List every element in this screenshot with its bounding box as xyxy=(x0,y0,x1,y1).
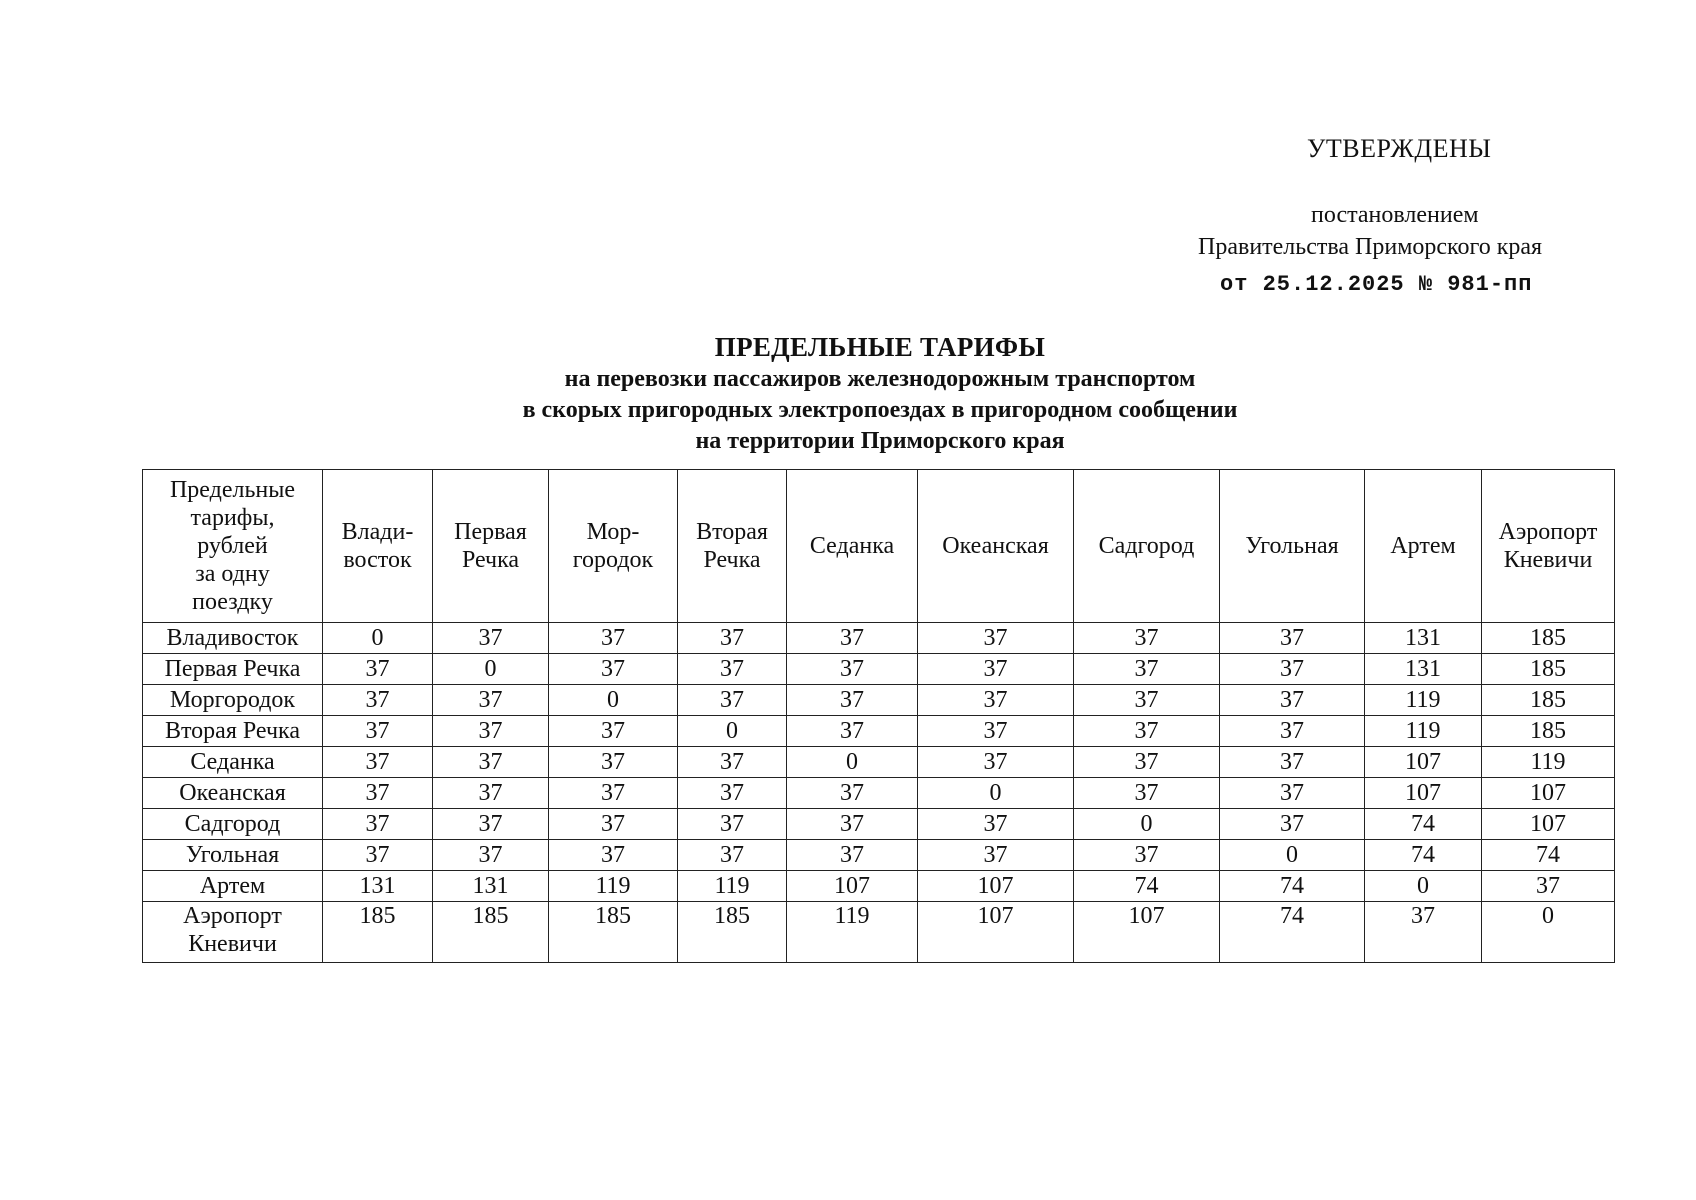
tariff-cell: 74 xyxy=(1482,840,1615,871)
tariff-cell: 0 xyxy=(678,716,787,747)
tariff-cell: 37 xyxy=(549,778,678,809)
table-row xyxy=(143,778,1615,809)
document-heading xyxy=(0,330,1696,457)
tariff-cell: 37 xyxy=(1074,778,1220,809)
tariff-cell: 107 xyxy=(918,902,1074,963)
tariff-cell: 119 xyxy=(1482,747,1615,778)
approval-government: Правительства Приморского края xyxy=(1198,234,1543,260)
tariff-cell: 37 xyxy=(323,747,433,778)
tariff-cell: 37 xyxy=(1220,778,1365,809)
tariff-cell: 37 xyxy=(678,778,787,809)
tariff-cell: 37 xyxy=(433,716,549,747)
tariff-cell: 107 xyxy=(918,871,1074,902)
row-station-label: Владивосток xyxy=(143,623,323,654)
table-row xyxy=(143,809,1615,840)
tariff-cell: 37 xyxy=(787,840,918,871)
tariff-cell: 37 xyxy=(918,685,1074,716)
tariff-cell: 37 xyxy=(1074,654,1220,685)
column-header: Мор- городок xyxy=(549,470,678,623)
tariff-cell: 185 xyxy=(433,902,549,963)
tariff-cell: 37 xyxy=(549,840,678,871)
tariff-cell: 37 xyxy=(918,654,1074,685)
tariff-cell: 37 xyxy=(1074,747,1220,778)
tariff-cell: 37 xyxy=(1220,747,1365,778)
tariff-cell: 74 xyxy=(1220,871,1365,902)
tariff-cell: 185 xyxy=(323,902,433,963)
tariff-cell: 37 xyxy=(918,809,1074,840)
tariff-cell: 119 xyxy=(549,871,678,902)
tariff-cell: 74 xyxy=(1365,809,1482,840)
column-header: Артем xyxy=(1365,470,1482,623)
tariff-cell: 107 xyxy=(1365,778,1482,809)
tariff-cell: 37 xyxy=(918,716,1074,747)
tariff-cell: 37 xyxy=(787,685,918,716)
column-header: Влади- восток xyxy=(323,470,433,623)
tariff-cell: 37 xyxy=(1220,809,1365,840)
tariff-cell: 119 xyxy=(787,902,918,963)
tariff-cell: 37 xyxy=(549,654,678,685)
tariff-cell: 185 xyxy=(1482,685,1615,716)
tariff-cell: 37 xyxy=(678,809,787,840)
tariff-cell: 37 xyxy=(918,623,1074,654)
tariff-cell: 107 xyxy=(1074,902,1220,963)
tariff-cell: 107 xyxy=(1482,778,1615,809)
tariff-cell: 0 xyxy=(1220,840,1365,871)
tariff-cell: 185 xyxy=(1482,654,1615,685)
column-header: Первая Речка xyxy=(433,470,549,623)
tariff-cell: 37 xyxy=(1220,623,1365,654)
approval-date-number: от 25.12.2025 № 981-пп xyxy=(1220,272,1533,297)
tariff-cell: 37 xyxy=(678,654,787,685)
row-station-label: Садгород xyxy=(143,809,323,840)
tariff-cell: 0 xyxy=(787,747,918,778)
tariff-cell: 74 xyxy=(1365,840,1482,871)
tariff-cell: 0 xyxy=(323,623,433,654)
tariff-cell: 0 xyxy=(549,685,678,716)
tariff-cell: 185 xyxy=(1482,623,1615,654)
row-station-label: Аэропорт Кневичи xyxy=(143,902,323,963)
table-row xyxy=(143,902,1615,963)
document-title: ПРЕДЕЛЬНЫЕ ТАРИФЫ xyxy=(714,332,1046,362)
tariff-cell: 37 xyxy=(1074,623,1220,654)
document-subtitle-2: в скорых пригородных электропоездах в пригородном сообщении xyxy=(522,397,1238,423)
tariff-cell: 0 xyxy=(918,778,1074,809)
table-row xyxy=(143,654,1615,685)
tariff-cell: 131 xyxy=(323,871,433,902)
tariff-cell: 37 xyxy=(323,778,433,809)
row-station-label: Первая Речка xyxy=(143,654,323,685)
tariff-cell: 37 xyxy=(787,809,918,840)
tariff-cell: 185 xyxy=(549,902,678,963)
table-row xyxy=(143,871,1615,902)
approval-title: УТВЕРЖДЕНЫ xyxy=(1307,134,1492,163)
tariff-cell: 37 xyxy=(678,685,787,716)
tariff-cell: 37 xyxy=(433,747,549,778)
tariff-cell: 185 xyxy=(1482,716,1615,747)
tariff-cell: 37 xyxy=(433,809,549,840)
tariff-cell: 107 xyxy=(1482,809,1615,840)
tariff-cell: 37 xyxy=(787,654,918,685)
tariff-cell: 37 xyxy=(1220,716,1365,747)
table-corner-header: Предельные тарифы, рублей за одну поездку xyxy=(143,470,323,623)
tariff-cell: 37 xyxy=(1220,654,1365,685)
tariff-cell: 74 xyxy=(1074,871,1220,902)
tariff-cell: 37 xyxy=(1074,685,1220,716)
tariff-cell: 37 xyxy=(549,809,678,840)
tariff-cell: 37 xyxy=(323,716,433,747)
tariff-table xyxy=(142,469,1615,963)
tariff-cell: 37 xyxy=(433,685,549,716)
tariff-cell: 37 xyxy=(1482,871,1615,902)
tariff-cell: 37 xyxy=(323,654,433,685)
tariff-cell: 37 xyxy=(323,685,433,716)
column-header: Седанка xyxy=(787,470,918,623)
tariff-cell: 37 xyxy=(787,716,918,747)
table-row xyxy=(143,623,1615,654)
tariff-cell: 37 xyxy=(549,747,678,778)
table-row xyxy=(143,685,1615,716)
table-row xyxy=(143,716,1615,747)
table-body xyxy=(143,623,1615,963)
row-station-label: Артем xyxy=(143,871,323,902)
approval-resolution-label: постановлением xyxy=(1311,202,1479,228)
tariff-cell: 0 xyxy=(1074,809,1220,840)
column-header: Угольная xyxy=(1220,470,1365,623)
document-subtitle-1: на перевозки пассажиров железнодорожным транспортом xyxy=(564,366,1196,392)
tariff-cell: 37 xyxy=(678,747,787,778)
row-station-label: Океанская xyxy=(143,778,323,809)
tariff-cell: 37 xyxy=(787,778,918,809)
tariff-cell: 119 xyxy=(678,871,787,902)
tariff-cell: 37 xyxy=(433,623,549,654)
tariff-cell: 107 xyxy=(1365,747,1482,778)
tariff-cell: 37 xyxy=(918,747,1074,778)
tariff-cell: 37 xyxy=(1365,902,1482,963)
tariff-cell: 37 xyxy=(549,716,678,747)
row-station-label: Седанка xyxy=(143,747,323,778)
table-row xyxy=(143,747,1615,778)
column-header: Океанская xyxy=(918,470,1074,623)
document-subtitle-3: на территории Приморского края xyxy=(695,428,1065,454)
tariff-cell: 74 xyxy=(1220,902,1365,963)
tariff-cell: 131 xyxy=(433,871,549,902)
table-row xyxy=(143,840,1615,871)
tariff-cell: 119 xyxy=(1365,716,1482,747)
tariff-cell: 37 xyxy=(1074,716,1220,747)
row-station-label: Моргородок xyxy=(143,685,323,716)
row-station-label: Вторая Речка xyxy=(143,716,323,747)
tariff-cell: 37 xyxy=(918,840,1074,871)
tariff-cell: 37 xyxy=(678,840,787,871)
table-header-row xyxy=(143,470,1615,623)
tariff-cell: 37 xyxy=(787,623,918,654)
tariff-cell: 131 xyxy=(1365,654,1482,685)
tariff-cell: 0 xyxy=(1482,902,1615,963)
tariff-cell: 0 xyxy=(433,654,549,685)
column-header: Аэропорт Кневичи xyxy=(1482,470,1615,623)
tariff-cell: 37 xyxy=(1074,840,1220,871)
column-header: Вторая Речка xyxy=(678,470,787,623)
tariff-cell: 185 xyxy=(678,902,787,963)
tariff-cell: 37 xyxy=(433,840,549,871)
tariff-cell: 37 xyxy=(323,840,433,871)
row-station-label: Угольная xyxy=(143,840,323,871)
tariff-cell: 119 xyxy=(1365,685,1482,716)
tariff-cell: 37 xyxy=(678,623,787,654)
tariff-cell: 131 xyxy=(1365,623,1482,654)
tariff-cell: 37 xyxy=(549,623,678,654)
tariff-cell: 107 xyxy=(787,871,918,902)
column-header: Садгород xyxy=(1074,470,1220,623)
tariff-cell: 0 xyxy=(1365,871,1482,902)
tariff-cell: 37 xyxy=(323,809,433,840)
tariff-cell: 37 xyxy=(433,778,549,809)
tariff-cell: 37 xyxy=(1220,685,1365,716)
